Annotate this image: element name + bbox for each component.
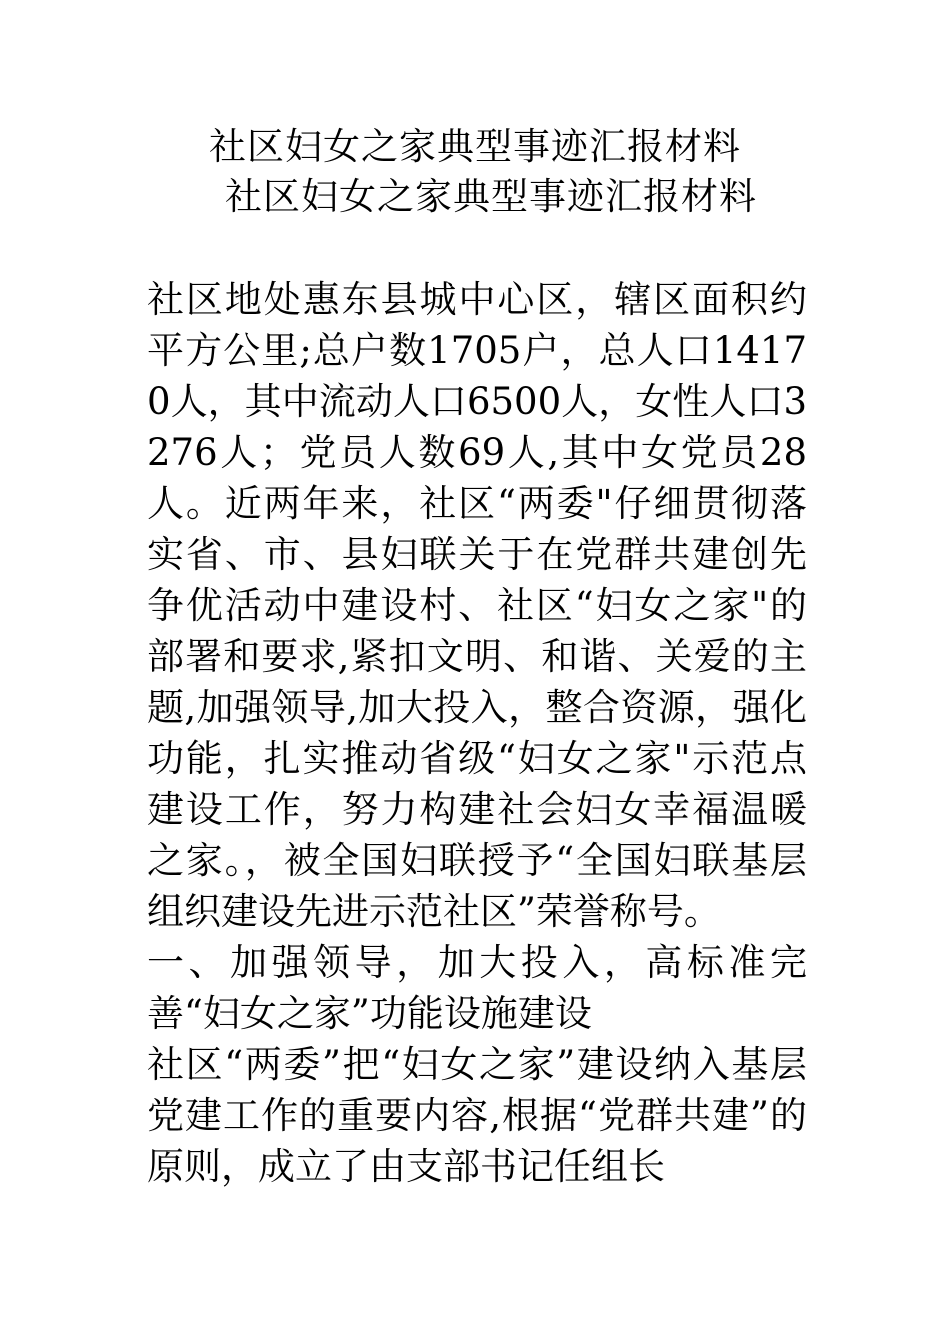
document-title: 社区妇女之家典型事迹汇报材料 — [209, 125, 741, 168]
document-body — [147, 274, 807, 1192]
section-heading-1: 一、加强领导，加大投入，高标准完善“妇女之家”功能设施建设 — [147, 941, 807, 1035]
document-subtitle: 社区妇女之家典型事迹汇报材料 — [225, 175, 757, 218]
body-paragraph-intro: 社区地处惠东县城中心区，辖区面积约平方公里;总户数1705户，总人口14170人，其中流动人口6500人，女性人口3276人；党员人数69人,其中女党员28人。近两年来，社区“两委"仔细贯彻落实省、市、县妇联关于在党群共建创先争优活动中建设村、社区“妇女之家"的部署和要求,紧扣文明、和谐、关爱的主题,加强领导,加大投入，整合资源，强化功能，扎实推动省级“妇女之家"示范点建设工作，努力构建社会妇女幸福温暖之家。，被全国妇联授予“全国妇联基层组织建设先进示范社区”荣誉称号。 — [147, 278, 807, 933]
body-paragraph-section-1: 社区“两委”把“妇女之家”建设纳入基层党建工作的重要内容,根据“党群共建”的原则，成立了由支部书记任组长 — [147, 1043, 807, 1188]
title-block — [140, 122, 810, 222]
